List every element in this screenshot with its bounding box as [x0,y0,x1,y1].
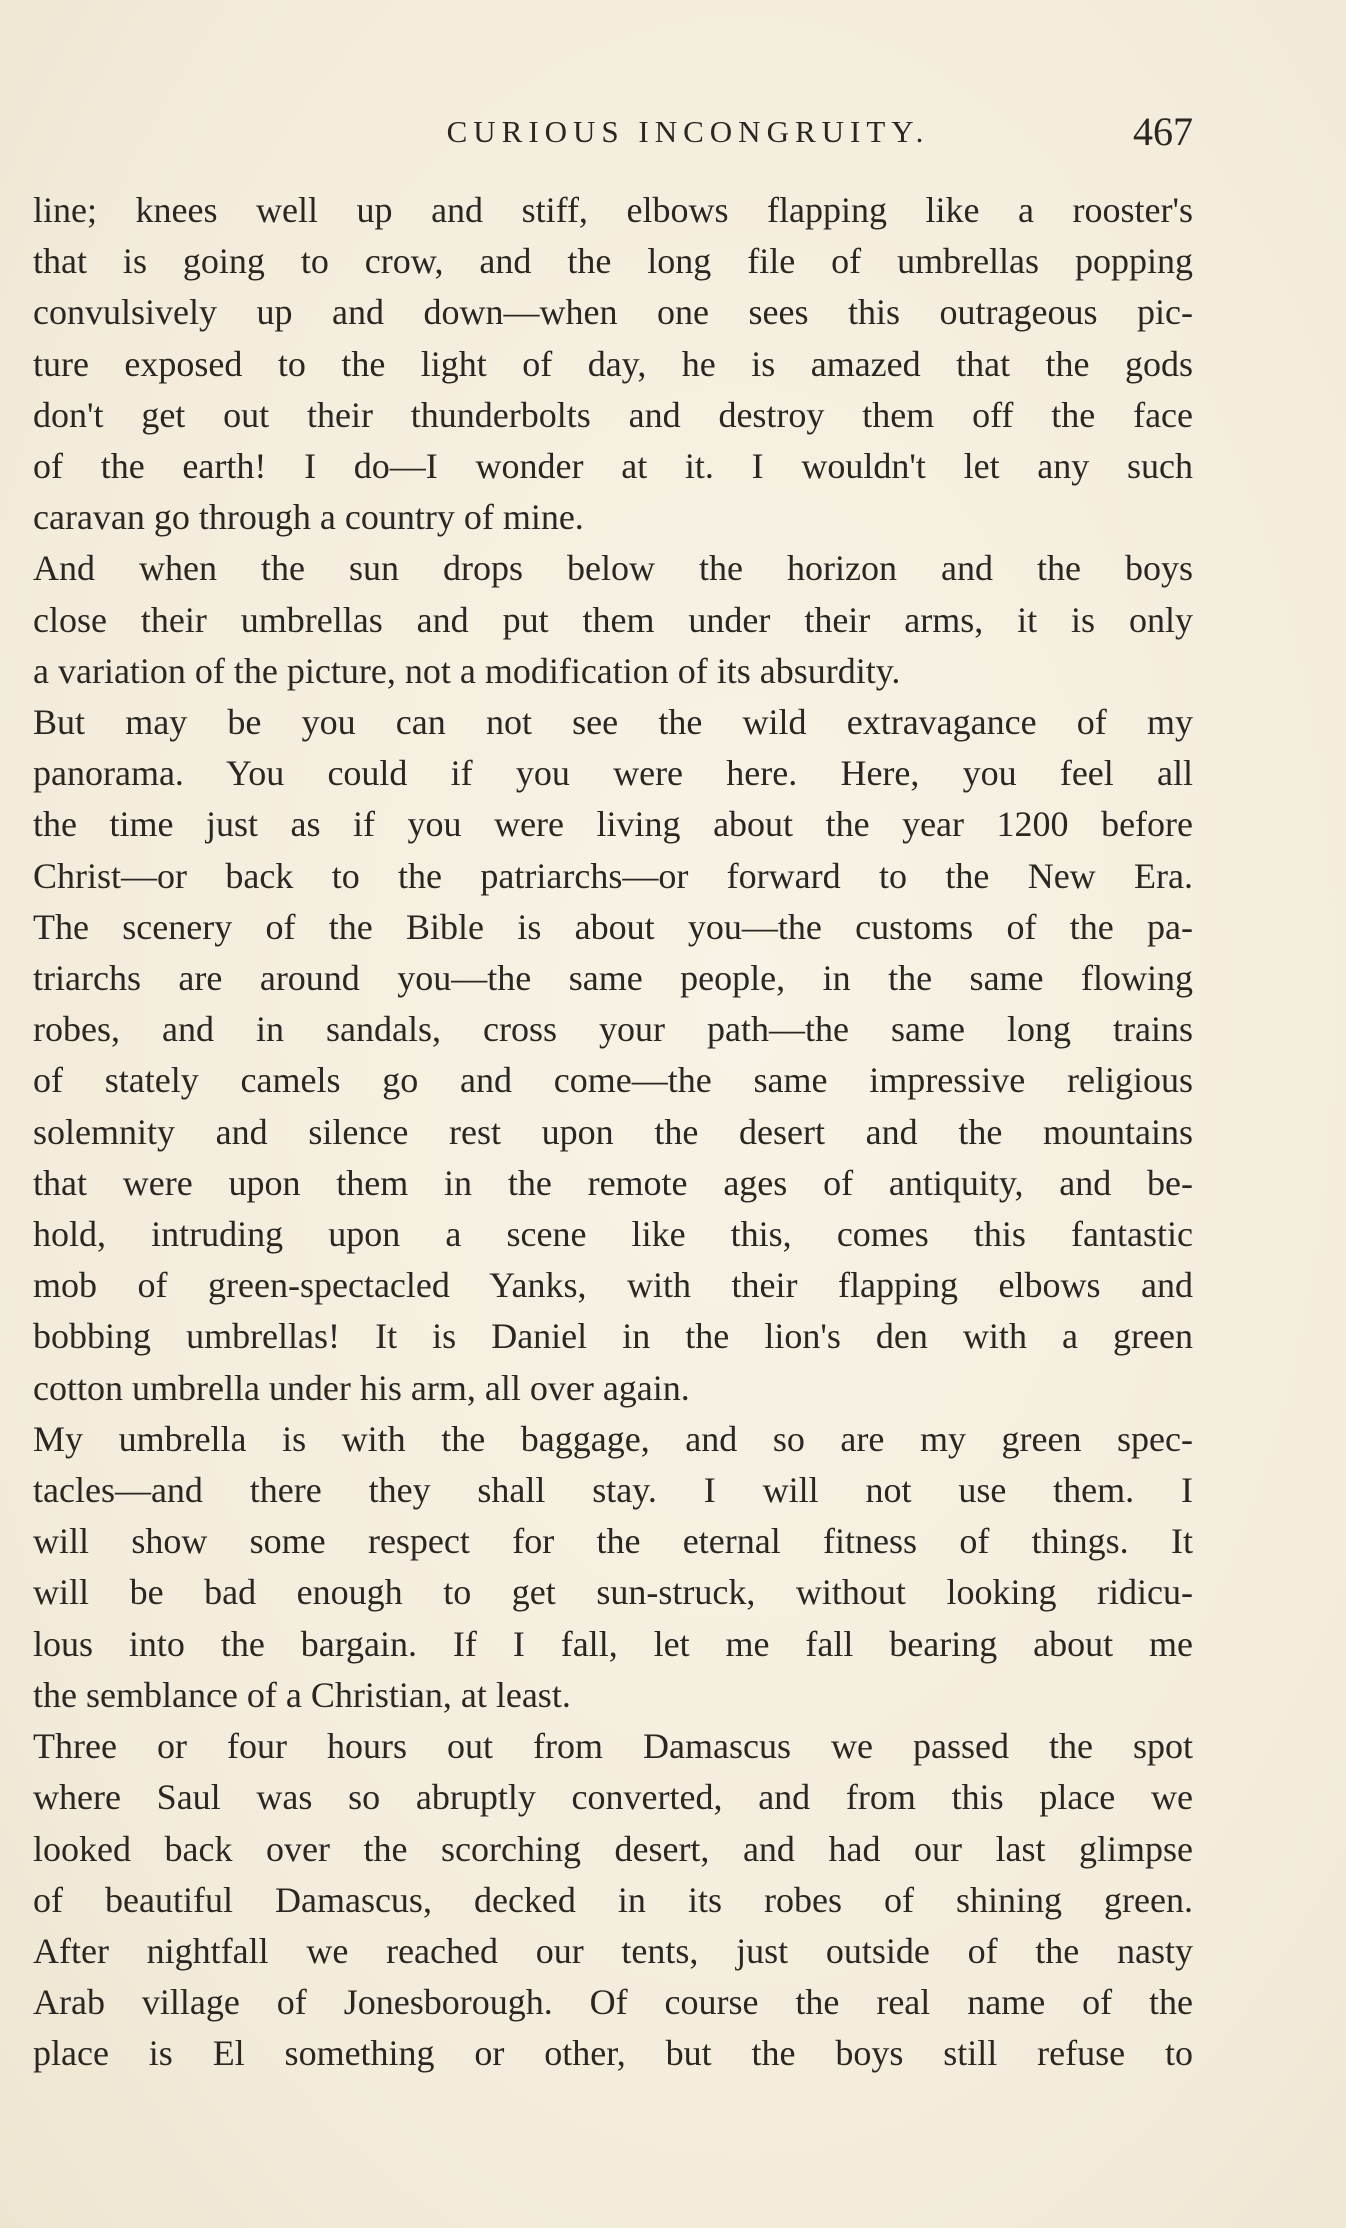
text-line: will show some respect for the eternal fitness of things. It [33,1521,1193,1562]
paragraph-1 [33,185,1193,543]
text-line: solemnity and silence rest upon the desert and the mountains [33,1111,1193,1152]
text-line: hold, intruding upon a scene like this, comes this fantastic [33,1214,1193,1255]
text-line: caravan go through a country of mine. [33,497,584,538]
text-line: Three or four hours out from Damascus we passed the spot [33,1726,1193,1767]
text-line: of beautiful Damascus, decked in its robes of shining green. [33,1879,1193,1920]
paragraph-4 [33,1414,1193,1721]
text-line: triarchs are around you—the same people, in the same flowing [33,958,1193,999]
text-line: will be bad enough to get sun-struck, without looking ridicu- [33,1572,1193,1613]
text-line: lous into the bargain. If I fall, let me fall bearing about me [33,1623,1193,1664]
text-line: robes, and in sandals, cross your path—the same long trains [33,1009,1193,1050]
page-number: 467 [1133,109,1193,154]
text-line: where Saul was so abruptly converted, and from this place we [33,1777,1193,1818]
text-line: close their umbrellas and put them under their arms, it is only [33,599,1193,640]
text-line: the time just as if you were living about the year 1200 before [33,804,1193,845]
text-line: of the earth! I do—I wonder at it. I wouldn't let any such [33,446,1193,487]
text-line: My umbrella is with the baggage, and so are my green spec- [33,1418,1193,1459]
text-line: looked back over the scorching desert, and had our last glimpse [33,1828,1193,1869]
text-line: bobbing umbrellas! It is Daniel in the lion's den with a green [33,1316,1193,1357]
text-line: that were upon them in the remote ages of antiquity, and be- [33,1162,1193,1203]
text-line: convulsively up and down—when one sees this outrageous pic- [33,292,1193,333]
text-line: Christ—or back to the patriarchs—or forward to the New Era. [33,855,1193,896]
text-line: Arab village of Jonesborough. Of course the real name of the [33,1982,1193,2023]
text-line: cotton umbrella under his arm, all over again. [33,1367,690,1408]
running-title: CURIOUS INCONGRUITY. [446,114,930,149]
text-line: tacles—and there they shall stay. I will not use them. I [33,1470,1193,1511]
text-line: After nightfall we reached our tents, just outside of the nasty [33,1930,1193,1971]
text-line: panorama. You could if you were here. Here, you feel all [33,753,1193,794]
text-line: The scenery of the Bible is about you—the customs of the pa- [33,906,1193,947]
paragraph-5 [33,1721,1193,2079]
text-line: place is El something or other, but the boys still refuse to [33,2033,1193,2074]
text-line: ture exposed to the light of day, he is amazed that the gods [33,343,1193,384]
body-text [33,185,1193,2080]
running-head [33,108,1193,158]
text-line: that is going to crow, and the long file of umbrellas popping [33,241,1193,282]
text-line: mob of green-spectacled Yanks, with their flapping elbows and [33,1265,1193,1306]
text-line: don't get out their thunderbolts and destroy them off the face [33,394,1193,435]
text-line: of stately camels go and come—the same impressive religious [33,1060,1193,1101]
text-line: a variation of the picture, not a modification of its absurdity. [33,650,901,691]
paragraph-2 [33,543,1193,697]
text-line: the semblance of a Christian, at least. [33,1674,571,1715]
text-line: And when the sun drops below the horizon and the boys [33,548,1193,589]
paragraph-3 [33,697,1193,1414]
text-line: line; knees well up and stiff, elbows flapping like a rooster's [33,190,1193,230]
text-line: But may be you can not see the wild extravagance of my [33,702,1193,743]
